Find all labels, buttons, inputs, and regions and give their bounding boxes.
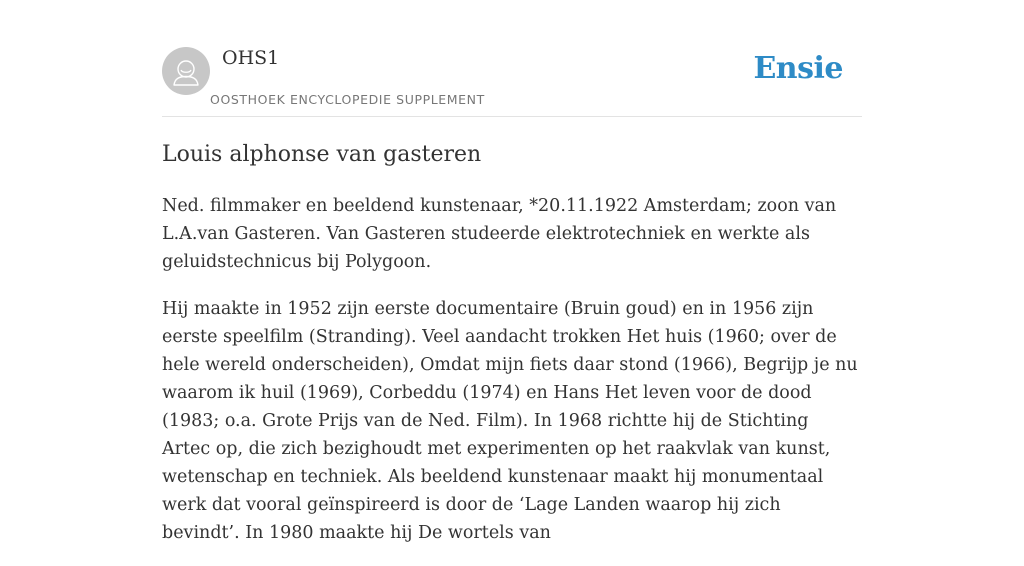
user-name[interactable]: OHS1 <box>222 47 280 69</box>
article-paragraph: Hij maakte in 1952 zijn eerste documentaire (Bruin goud) en in 1956 zijn eerste speelfilm (Stranding). Veel aandacht trokken Het huis (1960; over de hele wereld onderscheiden), Omdat mijn fiets daar stond (1966), Begrijp je nu waarom ik huil (1969), Corbeddu (1974) en Hans Het leven voor de dood (1983; o.a. Grote Prijs van de Ned. Film). In 1968 richtte hij de Stichting Artec op, die zich bezighoudt met experimenten op het raakvlak van kunst, wetenschap en techniek. Als beeldend kunstenaar maakt hij monumentaal werk dat vooral geïnspireerd is door de ‘Lage Landen waarop hij zich bevindt’. In 1980 maakte hij De wortels van <box>162 299 858 543</box>
source-label[interactable]: OOSTHOEK ENCYCLOPEDIE SUPPLEMENT <box>210 92 485 107</box>
article-paragraph: Ned. filmmaker en beeldend kunstenaar, *20.11.1922 Amsterdam; zoon van L.A.van Gasteren. Van Gasteren studeerde elektrotechniek en werkte als geluidstechnicus bij Polygoon. <box>162 196 837 272</box>
article-body <box>162 192 862 566</box>
header <box>162 0 862 117</box>
avatar[interactable] <box>162 47 210 95</box>
user-icon <box>162 47 210 95</box>
brand-logo[interactable]: Ensie <box>753 51 843 86</box>
article-title: Louis alphonse van gasteren <box>162 142 482 167</box>
